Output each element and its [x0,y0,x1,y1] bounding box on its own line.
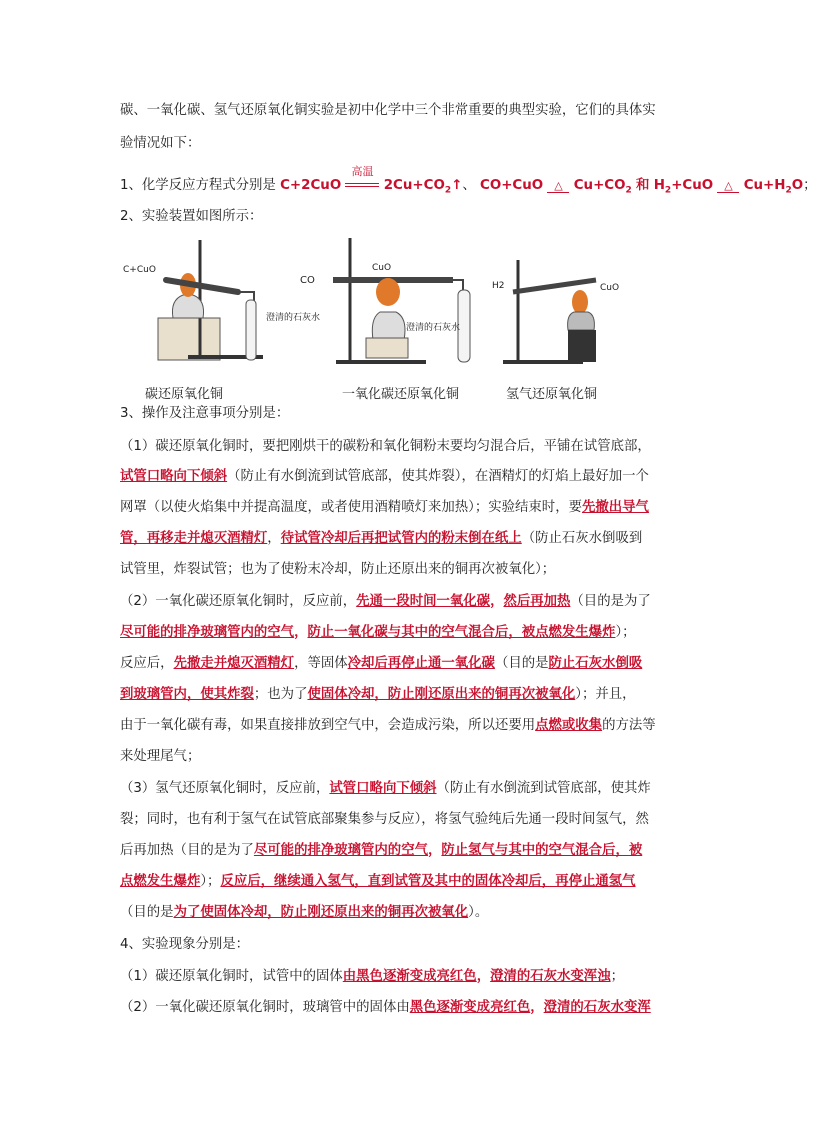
co-setup [333,238,470,364]
highlight: 然后再加热 [503,594,571,609]
and-word: 和 [636,178,650,193]
flame-2 [376,278,400,306]
subscript-o: O [791,178,804,193]
s3-p2-line-1 [120,592,651,612]
text: （防止有水倒流到试管底部，使其炸裂），在酒精灯的灯焰上最好加一个 [227,469,649,484]
highlight: 试管口略向下倾斜 [329,781,437,796]
s3-p2-line-2 [120,623,636,643]
text: 的方法等 [602,718,656,733]
highlight: 冷却后再停止通一氧化碳 [347,656,495,671]
text: ， [490,594,504,609]
equation-3-left-b: +CuO [671,178,714,193]
label-limewater-2: 澄清的石灰水 [406,323,461,333]
text: ； [610,969,624,984]
text: ，等固体 [294,656,348,671]
text: 由于一氧化碳有毒，如果直接排放到空气中，会造成污染，所以还要用 [120,718,536,733]
alcohol-lamp-2 [372,312,405,340]
text: （1）碳还原氧化铜时，试管中的固体 [120,969,343,984]
carbon-setup [158,240,263,360]
caption-co: 一氧化碳还原氧化铜 [342,387,460,402]
test-tube [166,280,238,292]
up-arrow: ↑ [451,178,463,193]
text: 试管里，炸裂试管；也为了使粉末冷却，防止还原出来的铜再次被氧化）； [120,562,556,577]
text: ， [294,625,308,640]
s4-p2 [120,998,651,1018]
subscript-2: 2 [664,185,672,196]
highlight: 管，再移走并熄灭酒精灯 [120,531,268,546]
high-temp-label: 高温 [351,165,374,178]
text: （目的是 [494,656,549,671]
text: （2）一氧化碳还原氧化铜时，反应前， [120,594,357,609]
s3-p2-line-5 [120,716,656,736]
s3-p1-line-5 [120,560,555,580]
caption-carbon: 碳还原氧化铜 [145,387,224,402]
lime-tube [246,300,256,360]
subscript-2: 2 [444,185,452,196]
h2-setup [503,260,596,364]
test-tube-3 [513,280,596,292]
highlight: 防止氢气与其中的空气混合后，被 [441,843,643,858]
highlight: 防止一氧化碳与其中的空气混合后，被点燃发生爆炸 [307,625,616,640]
text: ）； [200,874,221,889]
highlight: 澄清的石灰水变浑浊 [490,969,611,984]
text: 网罩（以使火焰集中并提高温度，或者使用酒精喷灯来加热）；实验结束时，要 [120,500,582,515]
equation-line [120,165,817,201]
text: ， [530,1000,544,1015]
text: （1）碳还原氧化铜时，要把刚烘干的碳粉和氧化铜粉末要均匀混合后，平铺在试管底部， [120,439,651,454]
wood-block [158,318,220,360]
text: ）； [615,625,636,640]
text: ， [267,531,281,546]
heat-condition-2: △ [717,180,739,193]
wood-block-2 [366,338,408,358]
equation-2-right: Cu+CO [573,178,626,193]
s3-p1-line-1 [120,437,651,457]
s3-p1-line-2 [120,467,649,487]
equation-3-left: H [653,178,665,193]
text: 裂；同时，也有利于氢气在试管底部聚集参与反应），将氢气验纯后先通一段时间氢气，然 [120,812,649,827]
intro-line-2: 验情况如下： [120,136,201,151]
separator: 、 [462,178,476,193]
label-co: CO [300,275,315,286]
s3-p3-line-2 [120,810,649,830]
section-1-heading: 1、化学反应方程式分别是 [120,178,276,193]
highlight: 先通一段时间一氧化碳 [356,594,491,609]
text: （3）氢气还原氧化铜时，反应前， [120,781,330,796]
highlight: 黑色逐渐变成亮红色 [409,1000,531,1015]
alcohol-lamp-3 [568,312,595,330]
equation-2-left: CO+CuO [480,178,544,193]
s3-p3-line-3 [120,841,642,861]
s3-p2-line-3 [120,654,642,674]
s3-p3-line-1 [120,779,651,799]
highlight: 试管口略向下倾斜 [120,469,228,484]
text: ， [427,843,442,858]
s3-p3-line-5 [120,903,488,923]
section-4-heading: 4、实验现象分别是： [120,937,250,952]
apparatus-figure [118,230,678,405]
text: （目的是为了 [570,594,651,609]
text: （2）一氧化碳还原氧化铜时，玻璃管中的固体由 [120,1000,410,1015]
highlight: 防止石灰水倒吸 [548,656,643,671]
highlight: 到玻璃管内，使其炸裂 [120,687,254,702]
block-3 [568,330,596,362]
text: ， [476,969,491,984]
highlight: 由黑色逐渐变成亮红色 [342,969,477,984]
text: （防止有水倒流到试管底部，使其炸 [436,781,651,796]
label-c-cuo: C+CuO [123,265,156,275]
alcohol-lamp [172,295,203,318]
equation-1-right: 2Cu+CO [383,178,445,193]
text: 反应后， [120,656,174,671]
equation-3-right: Cu+H [743,178,786,193]
highlight: 使固体冷却，防止刚还原出来的铜再次被氧化 [307,687,576,702]
highlight: 先撤出导气 [581,500,649,515]
text: ；也为了 [253,687,308,702]
text: 后再加热（目的是为了 [120,843,254,858]
high-temp-condition [345,165,379,196]
highlight: 尽可能的排净玻璃管内的空气 [253,843,428,858]
text: 来处理尾气； [120,749,201,764]
intro-line-1: 碳、一氧化碳、氢气还原氧化铜实验是初中化学中三个非常重要的典型实验，它们的具体实 [120,103,656,118]
equals-sign [345,183,379,187]
subscript-2: 2 [625,185,632,196]
text: （防止石灰水倒吸到 [521,531,643,546]
heat-condition-1: △ [547,180,569,193]
s3-p1-line-3 [120,498,649,518]
s3-p2-line-6 [120,747,200,767]
subscript-2: 2 [785,185,792,196]
text: ）；并且， [575,687,636,702]
label-limewater-1: 澄清的石灰水 [266,313,321,323]
equation-1-left: C+2CuO [280,178,342,193]
label-cuo: CuO [372,263,392,273]
s4-p1 [120,967,624,987]
semicolon: ； [803,178,817,193]
highlight: 澄清的石灰水变浑 [543,1000,651,1015]
caption-h2: 氢气还原氧化铜 [506,387,598,402]
highlight: 点燃或收集 [535,718,603,733]
highlight: 尽可能的排净玻璃管内的空气 [120,625,295,640]
flame-3 [572,290,588,314]
s3-p1-line-4 [120,529,642,549]
text: ）。 [468,905,489,920]
text: （目的是 [120,905,174,920]
label-cuo-2: CuO [600,283,620,293]
s3-p3-line-4 [120,872,636,892]
highlight: 点燃发生爆炸 [120,874,201,889]
label-h2: H2 [492,281,505,291]
section-3-heading: 3、操作及注意事项分别是： [120,406,290,421]
section-2-heading: 2、实验装置如图所示： [120,209,263,224]
highlight: 待试管冷却后再把试管内的粉末倒在纸上 [280,531,522,546]
highlight: 为了使固体冷却，防止刚还原出来的铜再次被氧化 [173,905,469,920]
highlight: 反应后，继续通入氢气，直到试管及其中的固体冷却后，再停止通氢气 [220,874,636,889]
s3-p2-line-4 [120,685,636,705]
highlight: 先撤走并熄灭酒精灯 [173,656,295,671]
